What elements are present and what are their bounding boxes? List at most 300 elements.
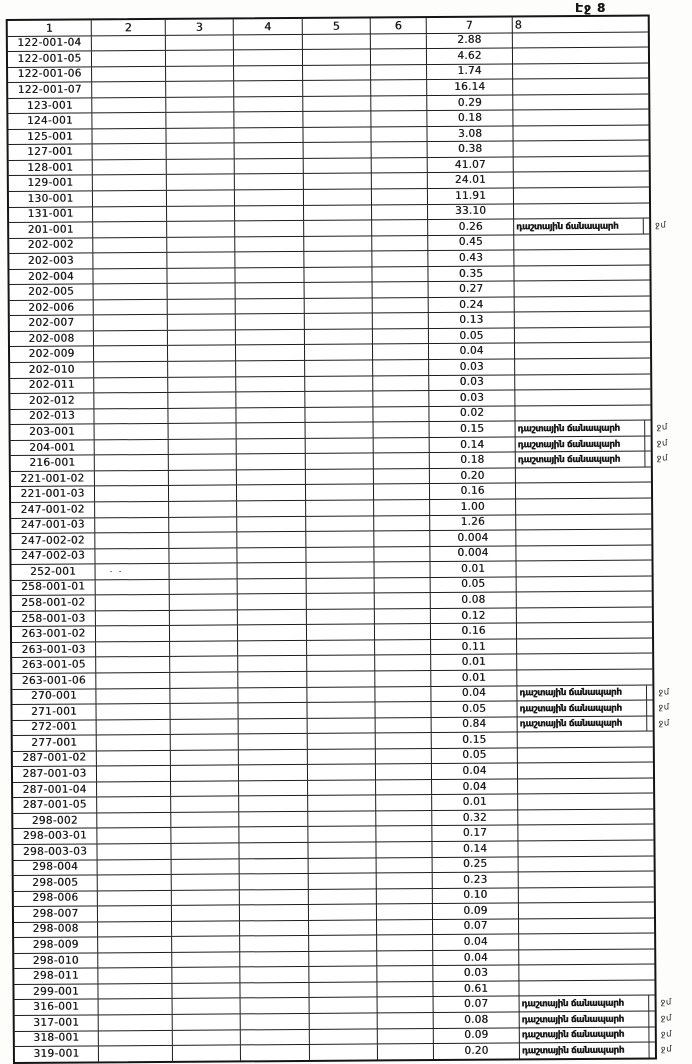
- empty-cell: [173, 1046, 241, 1061]
- code-cell: 270-001: [12, 689, 96, 704]
- empty-cell: [303, 127, 371, 142]
- empty-cell: [169, 470, 237, 485]
- empty-cell: [308, 749, 376, 764]
- empty-cell: [372, 251, 428, 266]
- value-cell: 0.05: [431, 577, 517, 592]
- empty-cell: [173, 1030, 241, 1045]
- empty-cell: [374, 547, 430, 562]
- value-cell: 0.004: [430, 531, 516, 546]
- note-cell: դաշտային ճանապարհ: [520, 1027, 650, 1042]
- empty-cell: [237, 485, 306, 500]
- empty-cell: [172, 952, 240, 967]
- empty-cell: [515, 281, 650, 296]
- empty-cell: [374, 453, 430, 468]
- empty-cell: [171, 828, 239, 843]
- empty-cell: [96, 673, 170, 688]
- empty-cell: [376, 749, 432, 764]
- empty-cell: [97, 797, 171, 812]
- value-cell: 0.05: [432, 748, 518, 763]
- value-cell: 0.43: [428, 251, 514, 266]
- empty-cell: [513, 63, 648, 78]
- value-cell: 0.05: [429, 328, 515, 343]
- empty-cell: [96, 626, 170, 641]
- empty-cell: [98, 859, 172, 874]
- code-cell: 122-001-06: [8, 67, 92, 82]
- value-cell: 0.10: [433, 888, 519, 903]
- empty-cell: [518, 763, 653, 778]
- empty-cell: [235, 190, 304, 205]
- value-cell: 0.09: [433, 904, 519, 919]
- code-cell: 263-001-02: [12, 627, 96, 642]
- code-cell: 202-012: [10, 394, 94, 409]
- empty-cell: [171, 781, 239, 796]
- value-cell: 0.26: [428, 220, 514, 235]
- empty-cell: [236, 330, 305, 345]
- empty-cell: [375, 671, 431, 686]
- empty-cell: [308, 734, 376, 749]
- empty-cell: [372, 142, 428, 157]
- code-cell: 221-001-03: [11, 487, 95, 502]
- empty-cell: [172, 859, 240, 874]
- empty-cell: [375, 687, 431, 702]
- value-cell: 2.88: [427, 33, 513, 48]
- empty-cell: [373, 407, 429, 422]
- empty-cell: [93, 144, 167, 159]
- code-cell: 319-001: [15, 1046, 99, 1061]
- empty-cell: [238, 641, 307, 656]
- code-cell: 202-005: [10, 285, 94, 300]
- value-cell: 0.84: [432, 717, 518, 732]
- empty-cell: [237, 454, 306, 469]
- empty-cell: [168, 315, 236, 330]
- empty-cell: [170, 564, 238, 579]
- code-cell: 318-001: [15, 1031, 99, 1046]
- empty-cell: [98, 953, 172, 968]
- value-cell: 0.27: [429, 282, 515, 297]
- code-cell: 204-001: [11, 440, 95, 455]
- empty-cell: [99, 1030, 173, 1045]
- empty-cell: [309, 967, 377, 982]
- empty-cell: [234, 66, 303, 81]
- code-cell: 287-001-05: [13, 798, 97, 813]
- empty-cell: [167, 144, 235, 159]
- empty-cell: [374, 500, 430, 515]
- header-cell: 5: [303, 18, 371, 33]
- empty-cell: [93, 222, 167, 237]
- code-cell: 287-001-03: [13, 767, 97, 782]
- empty-cell: [377, 889, 433, 904]
- empty-cell: [517, 561, 652, 576]
- empty-cell: [171, 812, 239, 827]
- empty-cell: [237, 516, 306, 531]
- empty-cell: [98, 922, 172, 937]
- margin-note: ջմ: [660, 1013, 672, 1024]
- value-cell: 0.02: [429, 406, 515, 421]
- empty-cell: [169, 501, 237, 516]
- value-cell: 0.12: [431, 608, 517, 623]
- value-cell: 0.32: [432, 810, 518, 825]
- code-cell: 317-001: [15, 1015, 99, 1030]
- value-cell: 0.08: [431, 593, 517, 608]
- empty-cell: [169, 517, 237, 532]
- empty-cell: [236, 283, 305, 298]
- empty-cell: [376, 733, 432, 748]
- margin-note: ջմ: [660, 1028, 672, 1040]
- empty-cell: [517, 576, 652, 591]
- empty-cell: [167, 190, 235, 205]
- empty-cell: [304, 143, 372, 158]
- empty-cell: [307, 671, 375, 686]
- empty-cell: [168, 408, 236, 423]
- empty-cell: [305, 392, 373, 407]
- empty-cell: [95, 517, 169, 532]
- empty-cell: [307, 563, 375, 578]
- empty-cell: [374, 516, 430, 531]
- empty-cell: [98, 984, 172, 999]
- margin-note: ջմ: [656, 438, 668, 449]
- empty-cell: [378, 1029, 434, 1044]
- empty-cell: [236, 314, 305, 329]
- empty-cell: [167, 237, 235, 252]
- value-cell: 0.18: [430, 453, 516, 468]
- empty-cell: [304, 252, 372, 267]
- empty-cell: [378, 1013, 434, 1028]
- code-cell: 298-002: [13, 813, 97, 828]
- value-cell: 0.03: [429, 375, 515, 390]
- code-cell: 216-001: [11, 456, 95, 471]
- empty-cell: [376, 795, 432, 810]
- page-number: Էջ 8: [575, 1, 607, 15]
- empty-cell: [239, 796, 308, 811]
- empty-cell: [235, 221, 304, 236]
- empty-cell: [309, 920, 377, 935]
- empty-cell: [166, 51, 234, 66]
- empty-cell: [308, 718, 376, 733]
- value-cell: 0.61: [433, 981, 519, 996]
- margin-note: ջմ: [656, 422, 668, 433]
- empty-cell: [515, 374, 650, 389]
- value-cell: 0.07: [434, 997, 520, 1012]
- empty-cell: [169, 532, 237, 547]
- code-cell: 127-001: [9, 145, 93, 160]
- value-cell: 3.08: [427, 126, 513, 141]
- value-cell: 0.04: [432, 779, 518, 794]
- empty-cell: [166, 82, 234, 97]
- empty-cell: [234, 112, 303, 127]
- value-cell: 0.16: [431, 624, 517, 639]
- empty-cell: [518, 841, 653, 856]
- value-cell: 0.23: [433, 873, 519, 888]
- empty-cell: [517, 623, 652, 638]
- empty-cell: [238, 563, 307, 578]
- code-cell: 298-005: [14, 875, 98, 890]
- empty-cell: [373, 376, 429, 391]
- empty-cell: [308, 842, 376, 857]
- empty-cell: [518, 809, 653, 824]
- empty-cell: [303, 50, 371, 65]
- code-cell: 247-001-03: [11, 518, 95, 533]
- empty-cell: [166, 66, 234, 81]
- empty-cell: [371, 65, 427, 80]
- header-cell: 7: [427, 17, 513, 32]
- empty-cell: [240, 890, 309, 905]
- note-cell: դաշտային ճանապարհ: [516, 421, 646, 436]
- empty-cell: [518, 732, 653, 747]
- empty-cell: [514, 156, 649, 171]
- code-cell: 247-002-02: [11, 533, 95, 548]
- note-cell: դաշտային ճանապարհ: [517, 701, 647, 716]
- empty-cell: [375, 578, 431, 593]
- value-cell: 0.16: [430, 484, 516, 499]
- empty-cell: [236, 299, 305, 314]
- empty-cell: [238, 703, 307, 718]
- empty-cell: [516, 483, 651, 498]
- code-cell: 258-001-02: [12, 596, 96, 611]
- empty-cell: [94, 409, 168, 424]
- empty-cell: [518, 778, 653, 793]
- empty-cell: [309, 874, 377, 889]
- empty-cell: [308, 780, 376, 795]
- empty-cell: [307, 703, 375, 718]
- empty-cell: [97, 766, 171, 781]
- empty-cell: [170, 672, 238, 687]
- empty-cell: [519, 903, 654, 918]
- value-cell: 0.01: [432, 795, 518, 810]
- empty-cell: [93, 160, 167, 175]
- value-cell: 41.07: [428, 157, 514, 172]
- empty-cell: [306, 469, 374, 484]
- value-cell: 0.18: [427, 111, 513, 126]
- empty-cell: [92, 98, 166, 113]
- empty-cell: [375, 562, 431, 577]
- empty-cell: [170, 595, 238, 610]
- value-cell: 0.29: [427, 95, 513, 110]
- value-cell: 0.45: [428, 235, 514, 250]
- empty-cell: [239, 719, 308, 734]
- empty-cell: [97, 720, 171, 735]
- empty-cell: [235, 174, 304, 189]
- empty-cell: [97, 751, 171, 766]
- empty-cell: [376, 827, 432, 842]
- header-cell: 1: [8, 20, 92, 35]
- code-cell: 202-006: [10, 300, 94, 315]
- empty-cell: [95, 533, 169, 548]
- empty-cell: [172, 968, 240, 983]
- empty-cell: [307, 625, 375, 640]
- empty-cell: [168, 361, 236, 376]
- code-cell: 122-001-05: [8, 52, 92, 67]
- empty-cell: [306, 423, 374, 438]
- code-cell: 123-001: [8, 98, 92, 113]
- empty-cell: [169, 548, 237, 563]
- empty-cell: [94, 284, 168, 299]
- note-cell: դաշտային ճանապարհ: [518, 716, 648, 731]
- value-cell: 4.62: [427, 49, 513, 64]
- empty-cell: [167, 253, 235, 268]
- empty-cell: [372, 220, 428, 235]
- empty-cell: [375, 609, 431, 624]
- empty-cell: [309, 889, 377, 904]
- empty-cell: [234, 97, 303, 112]
- empty-cell: [170, 641, 238, 656]
- empty-cell: [514, 234, 649, 249]
- empty-cell: [305, 314, 373, 329]
- empty-cell: [519, 918, 654, 933]
- empty-cell: [169, 424, 237, 439]
- empty-cell: [304, 158, 372, 173]
- code-cell: 298-008: [14, 922, 98, 937]
- empty-cell: [305, 407, 373, 422]
- empty-cell: [172, 921, 240, 936]
- value-cell: 0.17: [432, 826, 518, 841]
- empty-cell: [92, 35, 166, 50]
- empty-cell: [96, 642, 170, 657]
- empty-cell: [169, 486, 237, 501]
- empty-cell: [93, 206, 167, 221]
- code-cell: 124-001: [8, 114, 92, 129]
- empty-cell: [166, 113, 234, 128]
- empty-cell: [99, 1046, 173, 1061]
- note-cell: դաշտային ճանապարհ: [520, 1043, 650, 1058]
- value-cell: 0.01: [431, 670, 517, 685]
- empty-cell: [168, 330, 236, 345]
- empty-cell: [236, 345, 305, 360]
- empty-cell: [375, 624, 431, 639]
- empty-cell: [519, 965, 654, 980]
- value-cell: 0.25: [433, 857, 519, 872]
- note-cell: դաշտային ճանապարհ: [514, 219, 644, 234]
- empty-cell: [519, 949, 654, 964]
- empty-cell: [236, 361, 305, 376]
- empty-cell: [238, 594, 307, 609]
- code-cell: 298-011: [14, 969, 98, 984]
- table-row: [15, 1043, 673, 1062]
- code-cell: 125-001: [8, 129, 92, 144]
- note-cell: դաշտային ճանապարհ: [517, 685, 647, 700]
- empty-cell: [94, 300, 168, 315]
- empty-cell: [376, 780, 432, 795]
- empty-cell: [92, 129, 166, 144]
- empty-cell: [516, 498, 651, 513]
- empty-cell: [168, 346, 236, 361]
- empty-cell: [374, 469, 430, 484]
- empty-cell: [304, 267, 372, 282]
- empty-cell: [372, 189, 428, 204]
- empty-cell: [171, 766, 239, 781]
- empty-cell: [307, 687, 375, 702]
- empty-cell: [170, 610, 238, 625]
- empty-cell: [377, 858, 433, 873]
- empty-cell: [305, 283, 373, 298]
- empty-cell: [99, 999, 173, 1014]
- empty-cell: [372, 174, 428, 189]
- empty-cell: [371, 34, 427, 49]
- empty-cell: [377, 873, 433, 888]
- code-cell: 258-001-03: [12, 611, 96, 626]
- empty-cell: [241, 998, 310, 1013]
- empty-cell: [96, 580, 170, 595]
- empty-cell: [237, 501, 306, 516]
- empty-cell: [168, 284, 236, 299]
- empty-cell: [304, 221, 372, 236]
- empty-cell: [99, 1015, 173, 1030]
- empty-cell: [518, 747, 653, 762]
- header-cell: 8: [514, 18, 522, 32]
- empty-cell: [376, 842, 432, 857]
- code-cell: 298-006: [14, 891, 98, 906]
- code-cell: 202-002: [9, 238, 93, 253]
- empty-cell: [378, 998, 434, 1013]
- empty-cell: [305, 361, 373, 376]
- value-cell: 0.05: [431, 702, 517, 717]
- code-cell: 202-004: [9, 269, 93, 284]
- value-cell: 0.04: [433, 950, 519, 965]
- empty-cell: [92, 113, 166, 128]
- code-cell: 128-001: [9, 160, 93, 175]
- empty-cell: [375, 702, 431, 717]
- empty-cell: [514, 265, 649, 280]
- empty-cell: [305, 329, 373, 344]
- empty-cell: [169, 439, 237, 454]
- code-cell: 263-001-05: [12, 658, 96, 673]
- empty-cell: [171, 735, 239, 750]
- empty-cell: [303, 96, 371, 111]
- value-cell: 0.15: [432, 733, 518, 748]
- empty-cell: [172, 983, 240, 998]
- empty-cell: [95, 424, 169, 439]
- empty-cell: [170, 688, 238, 703]
- empty-cell: [172, 937, 240, 952]
- empty-cell: [303, 81, 371, 96]
- empty-cell: [306, 485, 374, 500]
- empty-cell: [96, 704, 170, 719]
- code-cell: 202-010: [10, 362, 94, 377]
- empty-cell: [519, 934, 654, 949]
- empty-cell: [166, 128, 234, 143]
- empty-cell: [513, 79, 648, 94]
- empty-cell: [93, 175, 167, 190]
- empty-cell: [97, 813, 171, 828]
- value-cell: 1.26: [430, 515, 516, 530]
- empty-cell: [235, 206, 304, 221]
- empty-cell: [519, 856, 654, 871]
- empty-cell: [170, 703, 238, 718]
- code-cell: 202-008: [10, 331, 94, 346]
- code-cell: 287-001-02: [13, 751, 97, 766]
- empty-cell: [94, 346, 168, 361]
- empty-cell: [171, 843, 239, 858]
- empty-cell: [235, 159, 304, 174]
- header-cell: 2: [92, 20, 166, 35]
- empty-cell: [517, 607, 652, 622]
- value-cell: 0.14: [432, 841, 518, 856]
- empty-cell: [372, 236, 428, 251]
- empty-cell: [375, 640, 431, 655]
- empty-cell: [95, 455, 169, 470]
- code-cell: 272-001: [13, 720, 97, 735]
- value-cell: 0.15: [430, 422, 516, 437]
- header-cell: 4: [234, 19, 303, 34]
- value-cell: 0.03: [429, 391, 515, 406]
- empty-cell: [371, 96, 427, 111]
- empty-cell: [93, 269, 167, 284]
- empty-cell: [95, 502, 169, 517]
- code-cell: 131-001: [9, 207, 93, 222]
- scan-table: [6, 15, 673, 1064]
- empty-cell: [518, 794, 653, 809]
- empty-cell: [173, 1014, 241, 1029]
- empty-cell: [303, 112, 371, 127]
